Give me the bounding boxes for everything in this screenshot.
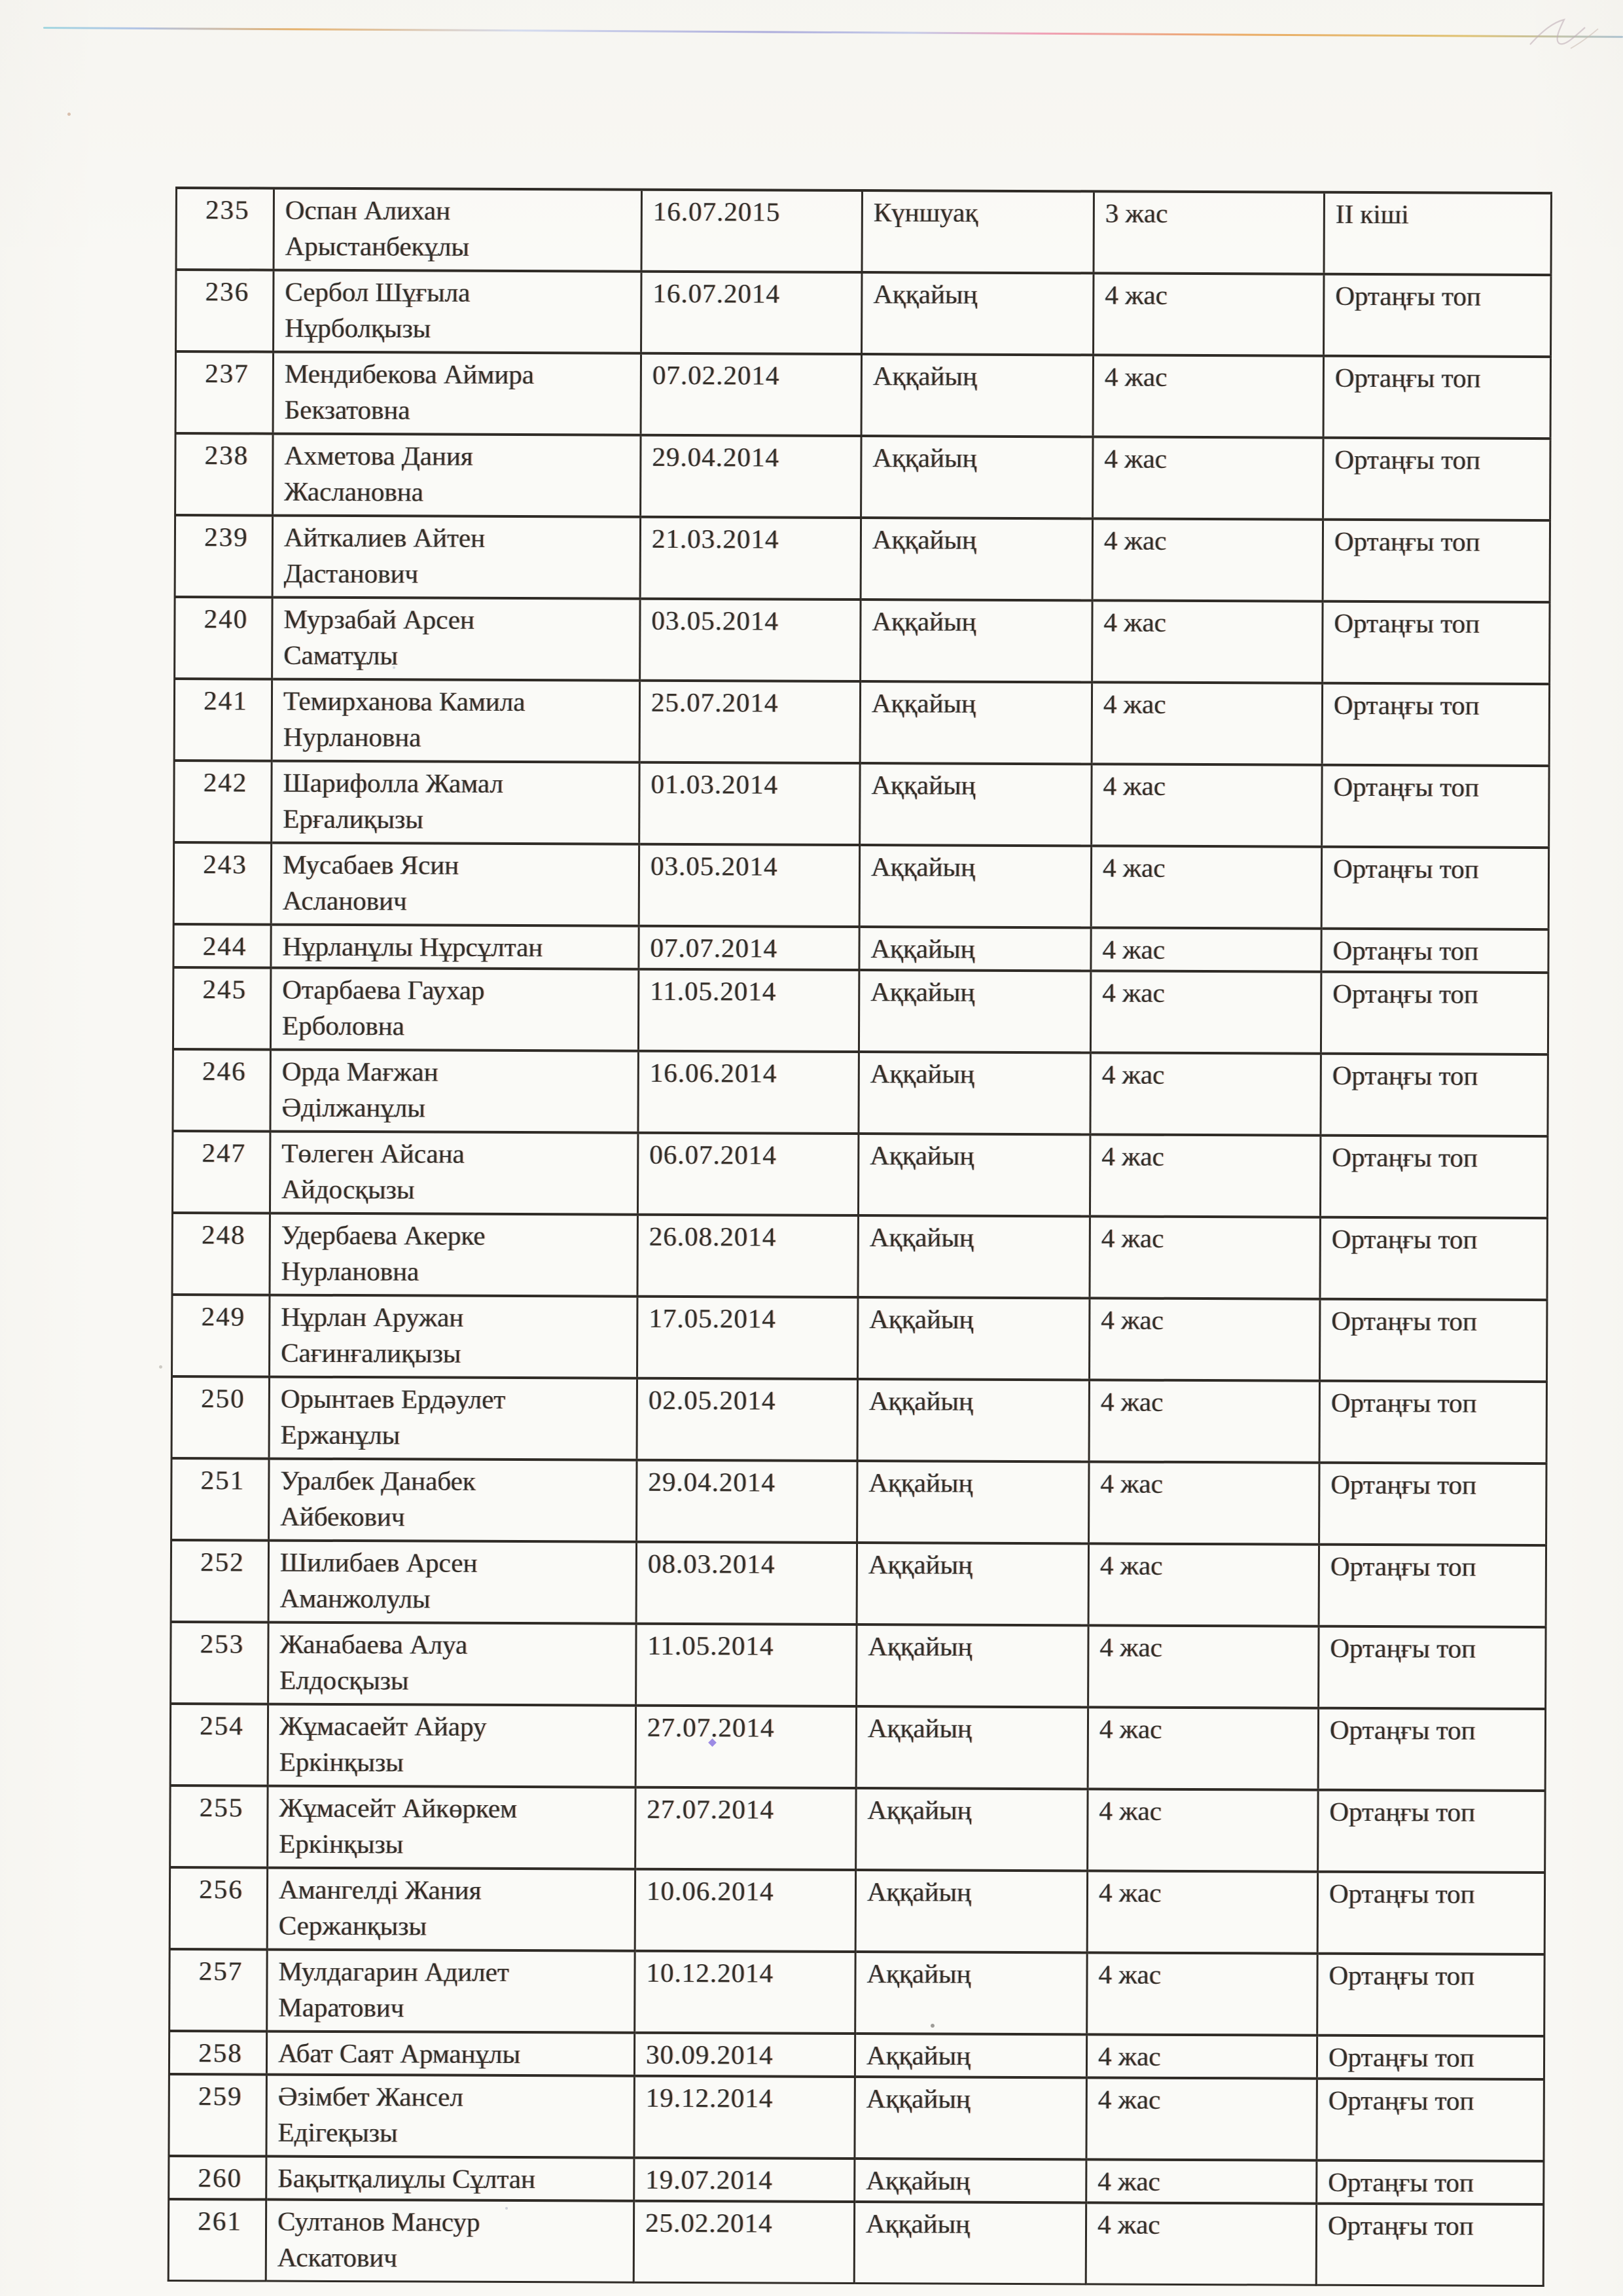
name-line: Айдосқызы xyxy=(281,1174,415,1205)
group-stage-cell: Ортаңғы топ xyxy=(1320,1217,1547,1300)
table-row xyxy=(174,679,1549,766)
birth-date-cell: 11.05.2014 xyxy=(638,969,859,1052)
name-line: Аманжолулы xyxy=(279,1583,431,1614)
name-line: Айбекович xyxy=(280,1501,405,1532)
name-line: Орда Мағжан xyxy=(281,1056,438,1087)
group-stage-cell: Ортаңғы топ xyxy=(1323,520,1550,602)
name-line: Елдосқызы xyxy=(279,1664,409,1696)
group-name-cell: Аққайың xyxy=(857,1379,1089,1462)
birth-date-cell: 21.03.2014 xyxy=(640,517,861,600)
group-stage-cell: Ортаңғы топ xyxy=(1324,274,1551,357)
birth-date-cell: 27.07.2014 xyxy=(635,1787,856,1870)
name-line: Әзімбет Жансел xyxy=(277,2081,463,2112)
birth-date-cell: 30.09.2014 xyxy=(634,2033,855,2077)
row-number-cell: 256 xyxy=(169,1867,267,1950)
group-name-cell: Аққайың xyxy=(857,1461,1089,1543)
name-line: Нұрболқызы xyxy=(285,312,431,344)
age-cell: 4 жас xyxy=(1093,355,1323,437)
age-cell: 4 жас xyxy=(1090,1298,1320,1380)
row-number-cell: 237 xyxy=(175,351,273,434)
row-number-cell: 244 xyxy=(173,924,271,968)
birth-date-cell: 25.07.2014 xyxy=(639,681,860,763)
birth-date-cell: 17.05.2014 xyxy=(637,1297,858,1379)
child-name-cell xyxy=(270,968,638,1051)
row-number-cell: 247 xyxy=(172,1131,270,1213)
child-name-cell xyxy=(272,516,640,599)
child-name-cell xyxy=(266,2200,633,2283)
group-stage-cell: Ортаңғы топ xyxy=(1317,2079,1544,2161)
row-number-cell: 236 xyxy=(176,270,274,352)
group-stage-cell: Ортаңғы топ xyxy=(1320,1299,1547,1382)
group-name-cell: Аққайың xyxy=(856,1706,1088,1789)
name-line: Сержанқызы xyxy=(278,1910,427,1941)
table-row xyxy=(172,1295,1547,1382)
age-cell: 4 жас xyxy=(1089,1462,1319,1544)
group-stage-cell: Ортаңғы топ xyxy=(1317,2161,1544,2204)
birth-date-cell: 11.05.2014 xyxy=(636,1624,857,1706)
name-line: Мурзабай Арсен xyxy=(283,603,475,635)
child-name-cell xyxy=(274,270,641,353)
group-name-cell: Аққайың xyxy=(860,763,1092,846)
row-number-cell: 235 xyxy=(176,188,274,270)
row-number-cell: 238 xyxy=(175,433,273,516)
name-line: Дастанович xyxy=(283,558,419,589)
name-line: Едігеқызы xyxy=(277,2117,398,2148)
child-name-cell xyxy=(272,598,640,681)
paper-speck xyxy=(159,1365,162,1369)
child-name-cell xyxy=(270,1295,637,1378)
child-name-cell xyxy=(270,1132,637,1215)
group-name-cell: Күншуақ xyxy=(862,190,1094,273)
table-row xyxy=(176,270,1551,357)
birth-date-cell: 19.12.2014 xyxy=(634,2076,855,2159)
birth-date-cell: 10.06.2014 xyxy=(635,1869,855,1952)
group-name-cell: Аққайың xyxy=(861,436,1093,518)
table-row xyxy=(175,515,1550,602)
table-row xyxy=(169,2031,1544,2079)
birth-date-cell: 08.03.2014 xyxy=(636,1542,857,1624)
paper-speck xyxy=(67,113,71,116)
name-line: Шилибаев Арсен xyxy=(279,1547,478,1578)
age-cell: 4 жас xyxy=(1088,1707,1318,1789)
child-name-cell xyxy=(267,1868,635,1951)
scan-fold-line-artifact xyxy=(43,27,1623,38)
group-stage-cell: Ортаңғы топ xyxy=(1321,972,1548,1054)
child-name-cell xyxy=(271,843,639,926)
birth-date-cell: 27.07.2014 xyxy=(635,1706,856,1788)
birth-date-cell: 07.02.2014 xyxy=(641,353,861,436)
group-stage-cell: Ортаңғы топ xyxy=(1323,438,1550,520)
age-cell: 4 жас xyxy=(1092,600,1323,683)
group-name-cell: Аққайың xyxy=(855,2034,1086,2077)
name-line: Мулдагарин Адилет xyxy=(278,1956,509,1987)
name-line: Еркінқызы xyxy=(279,1828,404,1859)
birth-date-cell: 06.07.2014 xyxy=(637,1133,858,1215)
child-name-cell xyxy=(272,761,639,844)
name-line: Амангелді Жания xyxy=(278,1874,482,1905)
age-cell: 4 жас xyxy=(1090,1052,1321,1135)
age-cell: 4 жас xyxy=(1094,273,1324,355)
group-stage-cell: Ортаңғы топ xyxy=(1323,601,1550,684)
row-number-cell: 240 xyxy=(175,597,272,679)
table-row xyxy=(173,967,1548,1054)
birth-date-cell: 16.07.2015 xyxy=(641,190,862,272)
group-stage-cell: Ортаңғы топ xyxy=(1319,1463,1546,1545)
child-name-cell xyxy=(269,1459,637,1542)
name-line: Султанов Мансур xyxy=(277,2206,480,2237)
table-row xyxy=(175,597,1550,684)
group-stage-cell: Ортаңғы топ xyxy=(1321,847,1548,929)
birth-date-cell: 16.06.2014 xyxy=(638,1051,859,1134)
age-cell: 4 жас xyxy=(1086,2034,1317,2078)
table-row xyxy=(173,924,1548,973)
birth-date-cell: 29.04.2014 xyxy=(641,435,861,518)
birth-date-cell: 16.07.2014 xyxy=(641,272,862,354)
name-line: Аскатович xyxy=(277,2242,397,2273)
table-row xyxy=(173,1049,1548,1136)
name-line: Мендибекова Аймира xyxy=(284,358,535,390)
group-stage-cell: Ортаңғы топ xyxy=(1319,1626,1546,1709)
child-name-cell xyxy=(272,679,639,762)
row-number-cell: 245 xyxy=(173,967,270,1050)
table-row xyxy=(169,2156,1544,2204)
group-name-cell: Аққайың xyxy=(861,600,1092,682)
group-name-cell: Аққайың xyxy=(854,2202,1086,2284)
row-number-cell: 253 xyxy=(171,1622,268,1704)
handwritten-squiggle-artifact xyxy=(1525,10,1603,58)
name-line: Нұрлан Аружан xyxy=(281,1301,464,1333)
name-line: Мусабаев Ясин xyxy=(282,849,459,880)
child-name-cell xyxy=(268,1786,635,1869)
table-row xyxy=(174,761,1549,848)
name-line: Орынтаев Ердәулет xyxy=(280,1383,506,1414)
group-stage-cell: Ортаңғы топ xyxy=(1322,683,1549,766)
name-line: Нурлановна xyxy=(281,1255,419,1287)
table-row xyxy=(175,433,1550,520)
name-line: Саматұлы xyxy=(283,639,399,671)
table-row xyxy=(175,351,1550,439)
child-name-cell xyxy=(266,2075,634,2158)
group-name-cell: Аққайың xyxy=(859,970,1090,1052)
name-line: Асланович xyxy=(282,885,407,916)
table-row xyxy=(171,1376,1546,1463)
age-cell: 4 жас xyxy=(1086,2159,1317,2203)
name-line: Маратович xyxy=(278,1992,404,2023)
child-name-cell xyxy=(273,434,641,517)
age-cell: 4 жас xyxy=(1092,764,1322,846)
name-line: Төлеген Айсана xyxy=(281,1138,465,1169)
age-cell: 4 жас xyxy=(1090,1216,1320,1299)
name-line: Ерғалиқызы xyxy=(283,803,423,834)
name-line: Жаслановна xyxy=(284,476,424,507)
name-line: Нұрланұлы Нұрсұлтан xyxy=(282,931,543,963)
name-line: Айткалиев Айтен xyxy=(283,522,486,553)
row-number-cell: 250 xyxy=(171,1376,269,1459)
group-name-cell: Аққайың xyxy=(857,1543,1088,1625)
age-cell: 4 жас xyxy=(1088,1789,1318,1871)
name-line: Отарбаева Гаухар xyxy=(282,974,485,1005)
table-row xyxy=(169,1867,1544,1954)
group-stage-cell: Ортаңғы топ xyxy=(1321,1054,1548,1136)
row-number-cell: 252 xyxy=(171,1540,268,1623)
age-cell: 4 жас xyxy=(1086,2077,1317,2160)
group-name-cell: Аққайың xyxy=(858,1297,1090,1380)
group-name-cell: Аққайың xyxy=(859,927,1091,971)
age-cell: 4 жас xyxy=(1090,971,1321,1053)
group-name-cell: Аққайың xyxy=(861,354,1093,437)
group-name-cell: Аққайың xyxy=(858,1215,1090,1298)
child-name-cell xyxy=(268,1704,635,1787)
age-cell: 4 жас xyxy=(1092,682,1322,764)
table-row xyxy=(169,2074,1544,2161)
group-name-cell: Аққайың xyxy=(862,272,1094,355)
table-row xyxy=(168,2199,1543,2286)
age-cell: 4 жас xyxy=(1091,927,1321,971)
group-name-cell: Аққайың xyxy=(855,1952,1087,2034)
child-name-cell xyxy=(273,352,641,435)
birth-date-cell: 29.04.2014 xyxy=(637,1460,857,1543)
group-stage-cell: Ортаңғы топ xyxy=(1318,1708,1545,1791)
row-number-cell: 255 xyxy=(170,1785,268,1868)
child-name-cell xyxy=(266,2157,634,2201)
child-name-cell xyxy=(268,1623,636,1706)
kindergarten-roster-table xyxy=(168,187,1552,2287)
row-number-cell: 260 xyxy=(169,2156,266,2200)
name-line: Ержанұлы xyxy=(280,1419,401,1450)
table-row xyxy=(176,188,1551,275)
table-row xyxy=(171,1540,1546,1627)
row-number-cell: 243 xyxy=(173,842,271,925)
birth-date-cell: 25.02.2014 xyxy=(633,2201,854,2284)
group-name-cell: Аққайың xyxy=(855,1870,1087,1952)
group-name-cell: Аққайың xyxy=(855,2077,1086,2159)
group-stage-cell: II кіші xyxy=(1324,192,1551,275)
table-row xyxy=(171,1458,1546,1545)
age-cell: 4 жас xyxy=(1087,1952,1317,2035)
name-line: Шарифолла Жамал xyxy=(283,767,504,798)
name-line: Арыстанбекұлы xyxy=(285,230,470,262)
group-name-cell: Аққайың xyxy=(858,1134,1090,1216)
name-line: Сербол Шұғыла xyxy=(285,276,471,308)
row-number-cell: 248 xyxy=(172,1213,270,1295)
group-stage-cell: Ортаңғы топ xyxy=(1323,356,1550,439)
name-line: Жұмасейт Айкөркем xyxy=(279,1792,518,1824)
row-number-cell: 261 xyxy=(168,2199,266,2281)
name-line: Бақытқалиұлы Сұлтан xyxy=(277,2162,536,2195)
name-line: Әділжанұлы xyxy=(281,1092,425,1123)
group-name-cell: Аққайың xyxy=(859,1052,1090,1134)
group-stage-cell: Ортаңғы топ xyxy=(1317,2036,1544,2079)
group-stage-cell: Ортаңғы топ xyxy=(1318,1790,1545,1873)
age-cell: 4 жас xyxy=(1086,2202,1316,2285)
group-stage-cell: Ортаңғы топ xyxy=(1317,1872,1544,1954)
group-stage-cell: Ортаңғы топ xyxy=(1316,2204,1543,2286)
table-row xyxy=(172,1213,1547,1300)
birth-date-cell: 01.03.2014 xyxy=(639,762,860,845)
row-number-cell: 251 xyxy=(171,1458,269,1541)
birth-date-cell: 19.07.2014 xyxy=(634,2158,855,2202)
group-stage-cell: Ортаңғы топ xyxy=(1320,1136,1547,1218)
name-line: Жанабаева Алуа xyxy=(279,1628,468,1660)
age-cell: 4 жас xyxy=(1090,1134,1320,1217)
table-row xyxy=(169,1949,1544,2036)
name-line: Сағинғалиқызы xyxy=(281,1337,461,1369)
table-row xyxy=(173,842,1548,929)
child-name-cell xyxy=(269,1377,637,1460)
row-number-cell: 242 xyxy=(174,761,272,843)
child-name-cell xyxy=(270,1213,637,1297)
group-name-cell: Аққайың xyxy=(857,1624,1088,1707)
table-row xyxy=(172,1131,1547,1218)
row-number-cell: 246 xyxy=(173,1049,270,1132)
name-line: Жұмасаейт Айару xyxy=(279,1710,487,1742)
name-line: Абат Саят Арманұлы xyxy=(277,2037,521,2070)
birth-date-cell: 07.07.2014 xyxy=(639,926,859,970)
birth-date-cell: 03.05.2014 xyxy=(640,599,861,681)
row-number-cell: 249 xyxy=(172,1295,270,1377)
roster-body xyxy=(168,188,1551,2286)
age-cell: 4 жас xyxy=(1088,1625,1319,1708)
row-number-cell: 259 xyxy=(169,2074,266,2157)
group-stage-cell: Ортаңғы топ xyxy=(1317,1954,1544,2036)
age-cell: 4 жас xyxy=(1093,437,1323,519)
age-cell: 4 жас xyxy=(1091,846,1321,928)
child-name-cell xyxy=(271,925,639,969)
name-line: Ерболовна xyxy=(281,1010,404,1041)
table-row xyxy=(170,1704,1545,1791)
birth-date-cell: 03.05.2014 xyxy=(639,844,859,927)
child-name-cell xyxy=(274,188,641,272)
birth-date-cell: 02.05.2014 xyxy=(637,1378,857,1461)
table-row xyxy=(170,1785,1545,1873)
name-line: Темирханова Камила xyxy=(283,685,526,717)
birth-date-cell: 10.12.2014 xyxy=(635,1951,855,2034)
child-name-cell xyxy=(270,1050,638,1133)
group-name-cell: Аққайың xyxy=(856,1788,1088,1871)
group-name-cell: Аққайың xyxy=(860,681,1092,764)
name-line: Ахметова Дания xyxy=(284,440,473,471)
child-name-cell xyxy=(267,1950,635,2033)
name-line: Бекзатовна xyxy=(284,394,410,425)
group-stage-cell: Ортаңғы топ xyxy=(1322,765,1549,848)
age-cell: 4 жас xyxy=(1088,1543,1319,1626)
name-line: Еркінқызы xyxy=(279,1746,404,1778)
child-name-cell xyxy=(266,2032,634,2076)
group-name-cell: Аққайың xyxy=(855,2159,1086,2202)
age-cell: 4 жас xyxy=(1087,1871,1317,1953)
age-cell: 3 жас xyxy=(1094,191,1324,274)
row-number-cell: 239 xyxy=(175,515,272,598)
name-line: Удербаева Акерке xyxy=(281,1219,486,1251)
row-number-cell: 257 xyxy=(169,1949,267,2032)
row-number-cell: 258 xyxy=(169,2031,266,2075)
name-line: Оспан Алихан xyxy=(285,194,451,226)
age-cell: 4 жас xyxy=(1089,1380,1319,1462)
row-number-cell: 241 xyxy=(174,679,272,761)
table-row xyxy=(171,1622,1546,1709)
group-name-cell: Аққайың xyxy=(859,845,1091,927)
age-cell: 4 жас xyxy=(1092,518,1323,601)
name-line: Нурлановна xyxy=(283,721,421,753)
child-name-cell xyxy=(268,1541,636,1624)
birth-date-cell: 26.08.2014 xyxy=(637,1215,858,1297)
row-number-cell: 254 xyxy=(170,1704,268,1786)
group-name-cell: Аққайың xyxy=(861,518,1092,600)
group-stage-cell: Ортаңғы топ xyxy=(1319,1545,1546,1627)
name-line: Уралбек Данабек xyxy=(280,1465,476,1496)
group-stage-cell: Ортаңғы топ xyxy=(1321,929,1548,973)
group-stage-cell: Ортаңғы топ xyxy=(1319,1381,1546,1463)
